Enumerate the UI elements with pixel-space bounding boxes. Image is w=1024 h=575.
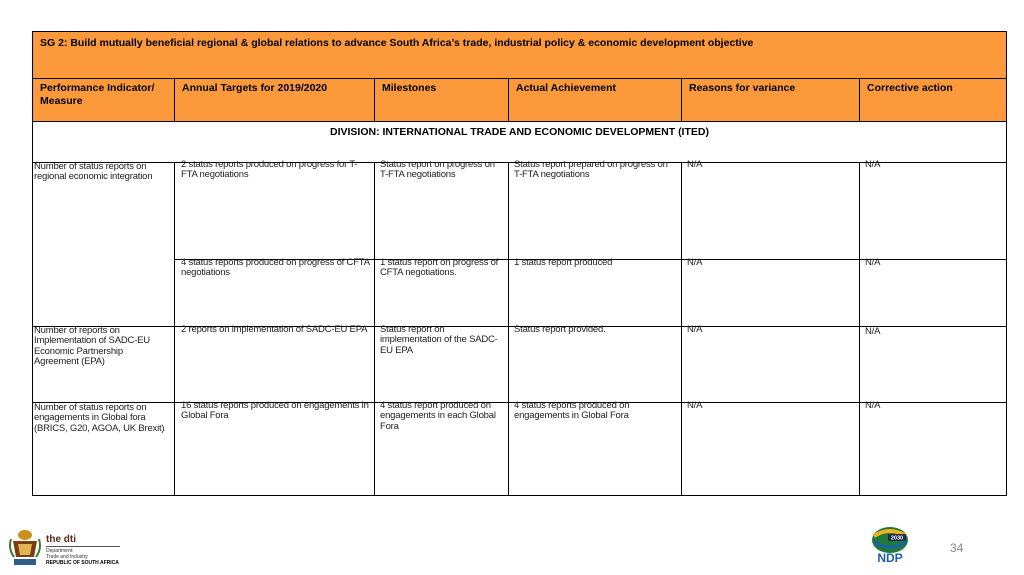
dti-wordmark: the dti [46, 534, 76, 545]
table-cell-milestone: 1 status report on progress of CFTA negotiations. [380, 257, 499, 279]
table-cell-achievement: Status report prepared on progress on T-FTA negotiations [514, 159, 668, 181]
table-cell-variance: N/A [687, 257, 703, 268]
ndp-2030-logo [866, 524, 914, 564]
ndp-year-label: 2030 [890, 535, 904, 542]
dti-department-name: Trade and Industry [46, 554, 88, 560]
column-header-targets: Annual Targets for 2019/2020 [175, 79, 375, 122]
column-header-milestones: Milestones [375, 79, 509, 122]
table-cell-variance: N/A [687, 400, 703, 411]
performance-table [32, 31, 1007, 496]
strategic-goal-title: SG 2: Build mutually beneficial regional & global relations to advance South Africa’s trade, industrial policy & economic development objective [33, 32, 1006, 79]
column-header-indicator: Performance Indicator/ Measure [33, 79, 175, 122]
ndp-icon [866, 524, 914, 564]
grid-line [174, 163, 175, 496]
table-cell-milestone: Status report on progress on T-FTA negotiations [380, 159, 495, 181]
table-cell-variance: N/A [687, 159, 703, 170]
coat-of-arms-icon [8, 527, 42, 569]
table-cell-achievement: 4 status reports produced on engagements in Global Fora [514, 400, 630, 422]
table-cell-corrective: N/A [865, 326, 881, 337]
table-cell-target: 4 status reports produced on progress of CFTA negotiations [181, 257, 370, 279]
column-header-achievement: Actual Achievement [509, 79, 682, 122]
grid-line [681, 163, 682, 496]
dti-country: REPUBLIC OF SOUTH AFRICA [46, 560, 119, 566]
dti-department-label: Department: [46, 548, 74, 554]
table-cell-milestone: 4 status report produced on engagements in each Global Fora [380, 400, 496, 432]
division-heading: DIVISION: INTERNATIONAL TRADE AND ECONOMIC DEVELOPMENT (ITED) [33, 122, 1006, 163]
grid-line [374, 163, 375, 496]
table-cell-indicator: Number of status reports on engagements in Global fora (BRICS, G20, AGOA, UK Brexit) [34, 402, 165, 434]
grid-line [859, 163, 860, 496]
logo-divider [46, 546, 120, 547]
table-cell-target: 2 status reports produced on progress for T-FTA negotiations [181, 159, 358, 181]
table-cell-corrective: N/A [865, 400, 881, 411]
table-cell-corrective: N/A [865, 159, 881, 170]
table-cell-corrective: N/A [865, 257, 881, 268]
table-cell-achievement: Status report provided. [514, 324, 606, 335]
table-cell-target: 2 reports on implementation of SADC-EU EPA [181, 324, 368, 335]
column-header-corrective: Corrective action [860, 79, 1006, 122]
table-cell-target: 16 status reports produced on engagements in Global Fora [181, 400, 369, 422]
column-header-variance: Reasons for variance [682, 79, 860, 122]
table-cell-indicator: Number of status reports on regional economic integration [34, 161, 153, 183]
table-cell-achievement: 1 status report produced [514, 257, 613, 268]
grid-line [508, 163, 509, 496]
ndp-label: NDP [877, 551, 903, 564]
table-cell-indicator: Number of reports on Implementation of SADC-EU Economic Partnership Agreement (EPA) [34, 325, 150, 367]
table-cell-variance: N/A [687, 324, 703, 335]
page-number: 34 [950, 541, 964, 555]
table-cell-milestone: Status report on implementation of the SADC-EU EPA [380, 324, 498, 356]
